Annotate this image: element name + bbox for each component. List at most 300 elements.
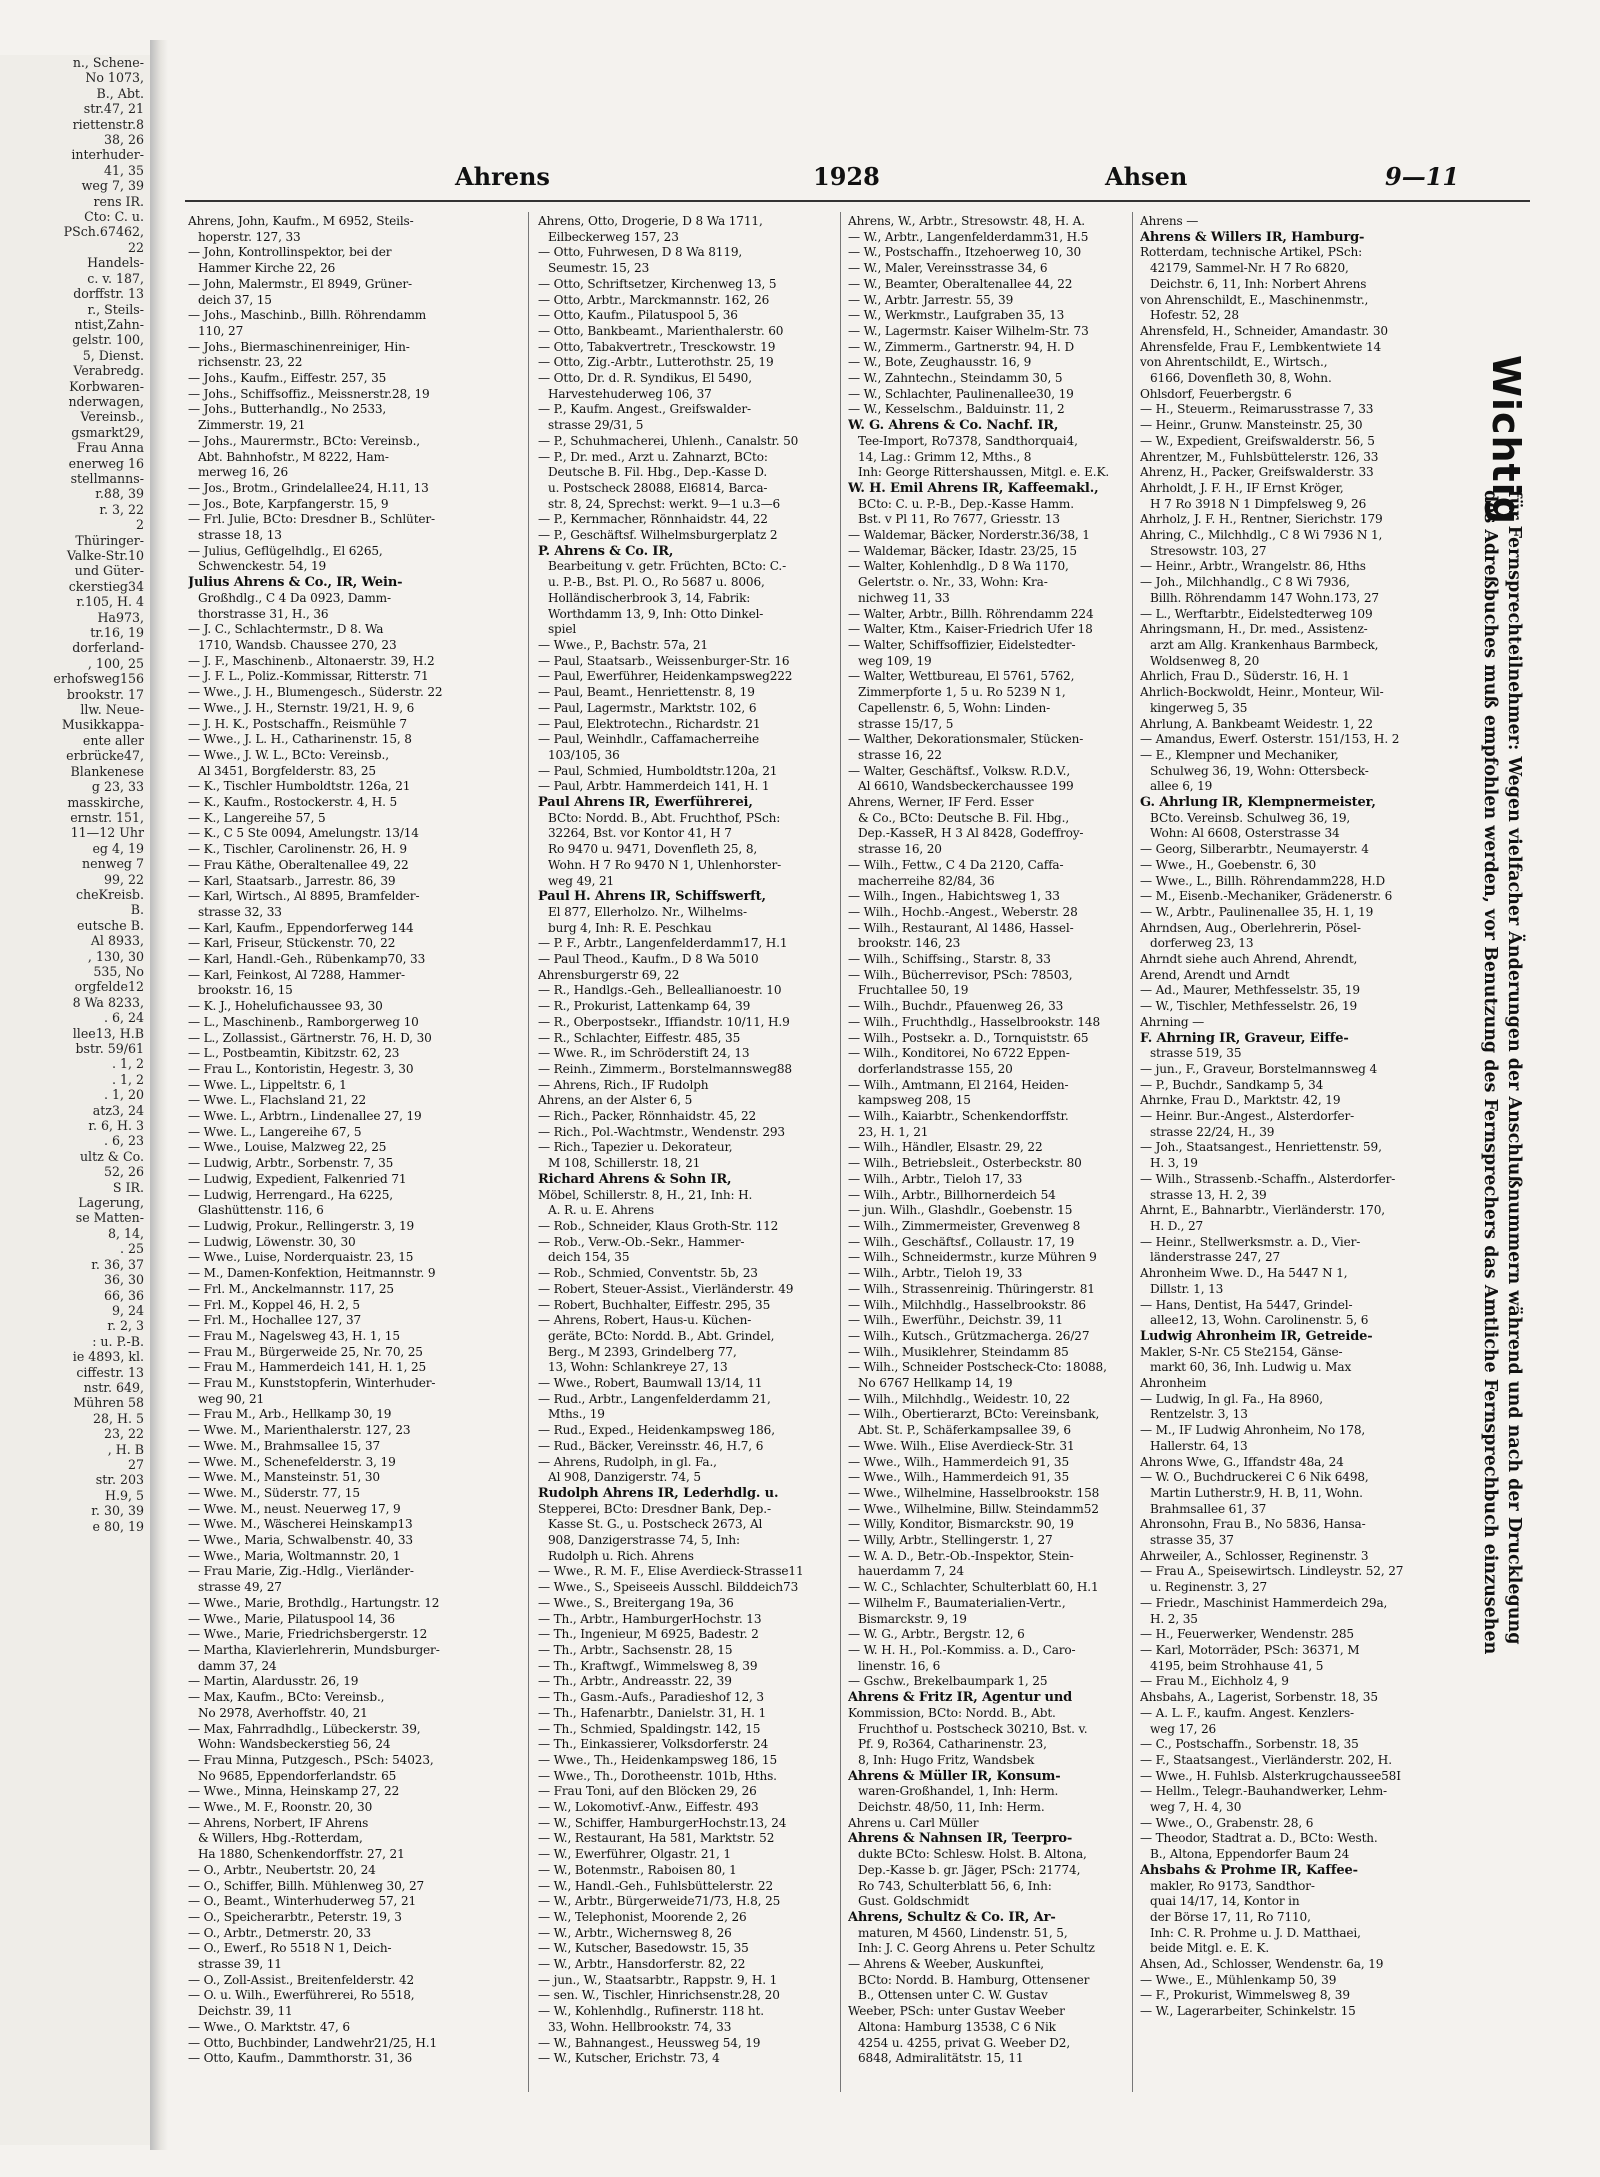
- directory-entry-line: — P., Kernmacher, Rönnhaidstr. 44, 22: [538, 512, 768, 527]
- directory-entry-line: Kommission, BCto: Nordd. B., Abt.: [848, 1705, 1056, 1720]
- strip-line: Mühren 58: [73, 1395, 144, 1411]
- directory-entry-line: Ro 743, Schulterblatt 56, 6, Inh:: [858, 1878, 1052, 1893]
- directory-entry-line: 33, Wohn. Hellbrookstr. 74, 33: [548, 2019, 732, 2034]
- notice-text: [1478, 490, 1526, 1654]
- strip-line: str.47, 21: [83, 101, 144, 117]
- directory-entry-line: Gust. Goldschmidt: [858, 1894, 969, 1909]
- directory-entry-line: Ahring, C., Milchhdlg., C 8 Wi 7936 N 1,: [1140, 528, 1383, 543]
- directory-entry-line: — W., Expedient, Greifswalderstr. 56, 5: [1140, 433, 1375, 448]
- directory-entry-line: — L., Maschinenb., Ramborgerweg 10: [188, 1014, 419, 1029]
- directory-entry-line: — K., Langereihe 57, 5: [188, 810, 326, 825]
- strip-line: enerweg 16: [68, 455, 144, 471]
- directory-entry-line: weg 17, 26: [1150, 1721, 1217, 1736]
- directory-entry-line: nichweg 11, 33: [858, 590, 950, 605]
- directory-entry-line: — W., Handl.-Geh., Fuhlsbüttelerstr. 22: [538, 1878, 774, 1893]
- directory-entry-line: — Wwe., H. Fuhlsb. Alsterkrugchaussee58I: [1140, 1768, 1401, 1783]
- directory-entry-line: — Frau Toni, auf den Blöcken 29, 26: [538, 1784, 757, 1799]
- directory-entry-line: BCto: Nordd. B., Abt. Fruchthof, PSch:: [548, 810, 781, 825]
- directory-entry-line: — R., Handlgs.-Geh., Belleallianoestr. 10: [538, 983, 782, 998]
- directory-entry-line: — Wilh., Amtmann, El 2164, Heiden-: [848, 1077, 1069, 1092]
- directory-entry-line: — O., Speicherarbtr., Peterstr. 19, 3: [188, 1909, 402, 1924]
- directory-entry-line: — Hans, Dentist, Ha 5447, Grindel-: [1140, 1297, 1353, 1312]
- directory-entry-line: — Th., Kraftwgf., Wimmelsweg 8, 39: [538, 1658, 758, 1673]
- header-year: 1928: [813, 162, 880, 191]
- strip-line: Ha973,: [97, 609, 144, 625]
- directory-entry-line: geräte, BCto: Nordd. B., Abt. Grindel,: [548, 1328, 775, 1343]
- strip-line: No 1073,: [85, 70, 144, 86]
- directory-entry-line: — John, Kontrollinspektor, bei der: [188, 245, 392, 260]
- directory-entry-line: — W., Arbtr., Langenfelderdamm31, H.5: [848, 229, 1089, 244]
- directory-entry-line: M 108, Schillerstr. 18, 21: [548, 1156, 701, 1171]
- directory-entry-line: hoperstr. 127, 33: [198, 229, 301, 244]
- directory-entry-line: damm 37, 24: [198, 1658, 277, 1673]
- directory-entry-line: Eilbeckerweg 157, 23: [548, 229, 679, 244]
- directory-entry-line: — P., Buchdr., Sandkamp 5, 34: [1140, 1077, 1324, 1092]
- directory-entry-line: — R., Prokurist, Lattenkamp 64, 39: [538, 999, 751, 1014]
- directory-entry-line: — Wilh., Fruchthdlg., Hasselbrookstr. 148: [848, 1014, 1101, 1029]
- directory-entry-line: Ahrndt siehe auch Ahrend, Ahrendt,: [1140, 952, 1358, 967]
- directory-entry-line: — Th., Schmied, Spaldingstr. 142, 15: [538, 1721, 761, 1736]
- directory-entry-line: — Frau M., Eichholz 4, 9: [1140, 1674, 1289, 1689]
- directory-entry-line: — Th., Arbtr., Sachsenstr. 28, 15: [538, 1642, 733, 1657]
- directory-entry-line: — Reinh., Zimmerm., Borstelmannsweg88: [538, 1061, 792, 1076]
- strip-line: Cto: C. u.: [84, 209, 144, 225]
- directory-entry-line: Wohn: Al 6608, Osterstrasse 34: [1150, 826, 1340, 841]
- directory-entry-line: — Wwe., J. H., Blumengesch., Süderstr. 22: [188, 685, 443, 700]
- strip-line: ente aller: [82, 732, 144, 748]
- strip-line: Blankenese: [70, 763, 144, 779]
- directory-entry-line: dukte BCto: Schlesw. Holst. B. Altona,: [858, 1847, 1087, 1862]
- directory-entry-line: Berg., M 2393, Grindelberg 77,: [548, 1344, 737, 1359]
- directory-entry-line: strasse 16, 20: [858, 842, 942, 857]
- directory-entry-line: richsenstr. 23, 22: [198, 355, 303, 370]
- directory-entry-line: — Waldemar, Bäcker, Idastr. 23/25, 15: [848, 543, 1077, 558]
- directory-entry-line: — Rud., Exped., Heidenkampsweg 186,: [538, 1423, 775, 1438]
- directory-entry-line: — Th., Gasm.-Aufs., Paradieshof 12, 3: [538, 1690, 764, 1705]
- directory-entry-line: Deichstr. 48/50, 11, Inh: Herm.: [858, 1800, 1045, 1815]
- directory-entry-line: hauerdamm 7, 24: [858, 1564, 964, 1579]
- directory-entry-line: Großhdlg., C 4 Da 0923, Damm-: [198, 590, 391, 605]
- directory-entry-line: — Wwe. L., Flachsland 21, 22: [188, 1093, 367, 1108]
- directory-entry-line: — Wilh., Fettw., C 4 Da 2120, Caffa-: [848, 857, 1064, 872]
- directory-entry-line: — Hellm., Telegr.-Bauhandwerker, Lehm-: [1140, 1784, 1387, 1799]
- directory-entry-line: — Amandus, Ewerf. Osterstr. 151/153, H. 2: [1140, 732, 1400, 747]
- directory-entry-line: — Martin, Alardusstr. 26, 19: [188, 1674, 359, 1689]
- directory-entry-line: burg 4, Inh: R. E. Peschkau: [548, 920, 712, 935]
- directory-entry-line: Dep.-Kasse b. gr. Jäger, PSch: 21774,: [858, 1862, 1081, 1877]
- strip-line: r.88, 39: [95, 486, 144, 502]
- directory-entry-line: Inh: George Rittershaussen, Mitgl. e. E.K.: [858, 465, 1110, 480]
- directory-entry-line: Ahrens u. Carl Müller: [848, 1815, 979, 1830]
- directory-entry-line: — Wwe., Wilhelmine, Billw. Steindamm52: [848, 1501, 1099, 1516]
- directory-entry-line: — O., Schiffer, Billh. Mühlenweg 30, 27: [188, 1878, 425, 1893]
- directory-entry-line: — Wwe. L., Langereihe 67, 5: [188, 1124, 362, 1139]
- directory-entry-line: — C., Postschaffn., Sorbenstr. 18, 35: [1140, 1737, 1359, 1752]
- strip-line: Verabredg.: [73, 363, 144, 379]
- directory-entry-line: — O., Ewerf., Ro 5518 N 1, Deich-: [188, 1941, 392, 1956]
- directory-entry-line: — Paul, Ewerführer, Heidenkampsweg222: [538, 669, 793, 684]
- directory-entry-line: — Th., Arbtr., HamburgerHochstr. 13: [538, 1611, 762, 1626]
- directory-entry-line: — Walter, Wettbureau, El 5761, 5762,: [848, 669, 1075, 684]
- strip-line: gsmarkt29,: [71, 424, 144, 440]
- directory-entry-line: — Wwe., O. Marktstr. 47, 6: [188, 2019, 350, 2034]
- directory-entry-line: 908, Danzigerstrasse 74, 5, Inh:: [548, 1533, 740, 1548]
- directory-entry-line: — Julius, Geflügelhdlg., El 6265,: [188, 543, 383, 558]
- directory-entry-line: strasse 22/24, H., 39: [1150, 1124, 1275, 1139]
- strip-line: , 130, 30: [87, 948, 144, 964]
- strip-line: eg 4, 19: [92, 840, 144, 856]
- directory-entry-line: — Frl. M., Anckelmannstr. 117, 25: [188, 1281, 394, 1296]
- strip-line: r. 6, H. 3: [88, 1118, 144, 1134]
- directory-entry-line: — Wilh., Strassenreinig. Thüringerstr. 81: [848, 1281, 1095, 1296]
- directory-entry-line: — Wwe., Luise, Norderquaistr. 23, 15: [188, 1250, 414, 1265]
- directory-entry-line: 110, 27: [198, 323, 244, 338]
- directory-entry-line: — Frl. M., Hochallee 127, 37: [188, 1313, 362, 1328]
- directory-entry-line: — Paul Theod., Kaufm., D 8 Wa 5010: [538, 952, 759, 967]
- directory-entry-line: Ahrensfeld, H., Schneider, Amandastr. 30: [1140, 323, 1388, 338]
- directory-entry-line: — Max, Kaufm., BCto: Vereinsb.,: [188, 1690, 385, 1705]
- strip-line: r. 3, 22: [99, 501, 144, 517]
- directory-entry-line: Ohlsdorf, Feuerbergstr. 6: [1140, 386, 1292, 401]
- directory-entry-line: — Wilh., Bücherrevisor, PSch: 78503,: [848, 967, 1073, 982]
- strip-line: brookstr. 17: [66, 686, 144, 702]
- directory-entry-line: Makler, S-Nr. C5 Ste2154, Gänse-: [1140, 1344, 1343, 1359]
- directory-entry-line: — John, Malermstr., El 8949, Grüner-: [188, 276, 412, 291]
- strip-line: atz3, 24: [92, 1102, 144, 1118]
- directory-entry-line: — W., Restaurant, Ha 581, Marktstr. 52: [538, 1831, 775, 1846]
- directory-entry-line: — Wwe., M. F., Roonstr. 20, 30: [188, 1800, 373, 1815]
- directory-entry-line: strasse 29/31, 5: [548, 418, 644, 433]
- directory-entry-line: — Wilh., Geschäftsf., Collaustr. 17, 19: [848, 1234, 1075, 1249]
- directory-entry-line: Ahrlung, A. Bankbeamt Weidestr. 1, 22: [1140, 716, 1373, 731]
- directory-entry-line: — Karl, Handl.-Geh., Rübenkamp70, 33: [188, 952, 426, 967]
- directory-entry-line: — Wilh., Schiffsing., Starstr. 8, 33: [848, 952, 1051, 967]
- strip-line: n., Schene-: [72, 55, 144, 70]
- directory-entry-line: — Ahrens & Weeber, Auskunftei,: [848, 1957, 1044, 1972]
- directory-entry-line: — Wilh., Betriebsleit., Osterbeckstr. 80: [848, 1156, 1082, 1171]
- directory-entry-line: W. H. Emil Ahrens IR, Kaffeemakl.,: [848, 480, 1099, 496]
- directory-entry-line: — Wwe., Wilhelmine, Hasselbrookstr. 158: [848, 1485, 1100, 1500]
- directory-entry-line: — Wilh., Hochb.-Angest., Weberstr. 28: [848, 904, 1078, 919]
- strip-line: und Güter-: [74, 563, 144, 579]
- directory-entry-line: brookstr. 16, 15: [198, 983, 293, 998]
- directory-entry-line: — Wilh., Zimmermeister, Grevenweg 8: [848, 1219, 1081, 1233]
- directory-entry-line: Bearbeitung v. getr. Früchten, BCto: C.-: [548, 559, 787, 574]
- directory-entry-line: Ro 9470 u. 9471, Dovenfleth 25, 8,: [548, 842, 758, 857]
- strip-line: r.105, H. 4: [76, 594, 144, 610]
- directory-entry-line: — K., Kaufm., Rostockerstr. 4, H. 5: [188, 795, 398, 810]
- directory-entry-line: Billh. Röhrendamm 147 Wohn.173, 27: [1150, 590, 1379, 605]
- directory-entry-line: 23, H. 1, 21: [858, 1124, 929, 1139]
- directory-entry-line: — Otto, Fuhrwesen, D 8 Wa 8119,: [538, 245, 743, 260]
- directory-entry-line: — Karl, Kaufm., Eppendorferweg 144: [188, 920, 414, 935]
- directory-entry-line: — Frau Käthe, Oberaltenallee 49, 22: [188, 857, 409, 872]
- directory-entry-line: Worthdamm 13, 9, Inh: Otto Dinkel-: [548, 606, 764, 621]
- directory-entry-line: Ahsbahs & Prohme IR, Kaffee-: [1140, 1862, 1358, 1878]
- directory-entry-line: brookstr. 146, 23: [858, 936, 961, 951]
- directory-entry-line: 1710, Wandsb. Chaussee 270, 23: [198, 637, 397, 652]
- strip-line: 5, Dienst.: [82, 347, 144, 363]
- directory-entry-line: — Johs., Maurermstr., BCto: Vereinsb.,: [188, 433, 420, 448]
- directory-entry-line: B., Altona, Eppendorfer Baum 24: [1150, 1847, 1350, 1862]
- directory-entry-line: — Wwe. L., Arbtrn., Lindenallee 27, 19: [188, 1109, 422, 1124]
- directory-entry-line: Tee-Import, Ro7378, Sandthorquai4,: [858, 433, 1078, 448]
- directory-entry-line: — Wwe. M., Brahmsallee 15, 37: [188, 1438, 381, 1453]
- directory-entry-line: — Rich., Tapezier u. Dekorateur,: [538, 1140, 733, 1155]
- directory-entry-line: weg 7, H. 4, 30: [1150, 1800, 1242, 1815]
- directory-entry-line: — Walter, Kohlenhdlg., D 8 Wa 1170,: [848, 559, 1069, 574]
- directory-entry-line: P. Ahrens & Co. IR,: [538, 543, 674, 559]
- strip-line: 99, 22: [103, 871, 144, 887]
- strip-line: 22: [127, 239, 144, 255]
- directory-entry-line: BCto: Nordd. B. Hamburg, Ottensener: [858, 1972, 1090, 1987]
- directory-entry-line: 4195, beim Strohhause 41, 5: [1150, 1658, 1324, 1673]
- strip-line: erbrücke47,: [66, 748, 144, 764]
- directory-entry-line: Fruchtallee 50, 19: [858, 983, 969, 998]
- directory-entry-line: u. Postscheck 28088, El6814, Barca-: [548, 480, 768, 495]
- directory-entry-line: — Paul, Elektrotechn., Richardstr. 21: [538, 716, 761, 731]
- strip-line: 8, 14,: [107, 1225, 144, 1241]
- directory-entry-line: — Frau A., Speisewirtsch. Lindleystr. 52, 27: [1140, 1564, 1404, 1579]
- directory-entry-line: allee 6, 19: [1150, 779, 1213, 794]
- directory-entry-line: — Frau M., Hammerdeich 141, H. 1, 25: [188, 1360, 427, 1375]
- directory-entry-line: — Wwe., Th., Heidenkampsweg 186, 15: [538, 1752, 778, 1767]
- directory-entry-line: — W., Bahnangest., Heussweg 54, 19: [538, 2035, 761, 2050]
- directory-entry-line: — H., Steuerm., Reimarusstrasse 7, 33: [1140, 402, 1374, 417]
- directory-entry-line: — Wwe., O., Grabenstr. 28, 6: [1140, 1815, 1314, 1830]
- directory-entry-line: — Jos., Bote, Karpfangerstr. 15, 9: [188, 496, 389, 511]
- directory-entry-line: — A. L. F., kaufm. Angest. Kenzlers-: [1140, 1705, 1354, 1720]
- directory-entry-line: markt 60, 36, Inh. Ludwig u. Max: [1150, 1360, 1352, 1375]
- directory-entry-line: H. 3, 19: [1150, 1156, 1198, 1171]
- directory-entry-line: — Ludwig, Löwenstr. 30, 30: [188, 1234, 356, 1249]
- directory-entry-line: Ha 1880, Schenkendorffstr. 27, 21: [198, 1847, 405, 1862]
- strip-line: Al 8933,: [90, 933, 144, 949]
- directory-entry-line: — Wwe. M., Schenefelderstr. 3, 19: [188, 1454, 396, 1469]
- strip-line: r., Steils-: [87, 301, 144, 317]
- directory-entry-line: thorstrasse 31, H., 36: [198, 606, 329, 621]
- directory-entry-line: — sen. W., Tischler, Hinrichsenstr.28, 20: [538, 1988, 780, 2003]
- directory-entry-line: — Wwe., Maria, Schwalbenstr. 40, 33: [188, 1533, 413, 1548]
- directory-entry-line: — W., Tischler, Methfesselstr. 26, 19: [1140, 999, 1358, 1014]
- directory-entry-line: — Max, Fahrradhdlg., Lübeckerstr. 39,: [188, 1721, 421, 1736]
- directory-entry-line: BCto. Vereinsb. Schulweg 36, 19,: [1150, 810, 1351, 825]
- directory-entry-line: — Wwe., Minna, Heinskamp 27, 22: [188, 1784, 400, 1799]
- directory-entry-line: — Karl, Staatsarb., Jarrestr. 86, 39: [188, 873, 396, 888]
- directory-entry-line: — Wilh., Schneidermstr., kurze Mühren 9: [848, 1250, 1097, 1265]
- strip-line: 36, 30: [103, 1272, 144, 1288]
- directory-entry-line: — Friedr., Maschinist Hammerdeich 29a,: [1140, 1595, 1388, 1610]
- header-last-name: Ahsen: [1105, 162, 1188, 191]
- directory-entry-line: — Wilh., Milchhdlg., Weidestr. 10, 22: [848, 1391, 1071, 1406]
- directory-entry-line: — L., Werftarbtr., Eidelstedterweg 109: [1140, 606, 1373, 621]
- directory-entry-line: — W., Kohlenhdlg., Rufinerstr. 118 ht.: [538, 2004, 764, 2019]
- directory-entry-line: — Jos., Brotm., Grindelallee24, H.11, 13: [188, 480, 429, 495]
- directory-entry-line: — W., Postschaffn., Itzehoerweg 10, 30: [848, 245, 1082, 260]
- directory-entry-line: Rudolph Ahrens IR, Lederhdlg. u.: [538, 1485, 779, 1501]
- directory-entry-line: — Gschw., Brekelbaumpark 1, 25: [848, 1674, 1048, 1689]
- directory-entry-line: — Martha, Klavierlehrerin, Mundsburger-: [188, 1642, 440, 1657]
- strip-line: 535, No: [93, 963, 144, 979]
- directory-entry-line: Rotterdam, technische Artikel, PSch:: [1140, 245, 1363, 260]
- directory-entry-line: beide Mitgl. e. E. K.: [1150, 1941, 1270, 1956]
- directory-entry-line: — Paul, Weinhdlr., Caffamacherreihe: [538, 732, 760, 747]
- strip-line: ciffestr. 13: [76, 1364, 144, 1380]
- directory-entry-line: waren-Großhandel, 1, Inh: Herm.: [858, 1784, 1059, 1799]
- page-header: [185, 162, 1530, 198]
- directory-entry-line: Glashüttenstr. 116, 6: [198, 1203, 324, 1218]
- strip-line: str. 203: [95, 1472, 144, 1488]
- directory-entry-line: — P., Kaufm. Angest., Greifswalder-: [538, 402, 751, 417]
- directory-entry-line: — W., Arbtr., Bürgerweide71/73, H.8, 25: [538, 1894, 781, 1909]
- strip-line: 23, 22: [103, 1426, 144, 1442]
- strip-line: ernstr. 151,: [70, 809, 144, 825]
- directory-entry-line: — Wwe., L., Billh. Röhrendamm228, H.D: [1140, 873, 1386, 888]
- directory-entry-line: makler, Ro 9173, Sandthor-: [1150, 1878, 1315, 1893]
- directory-entry-line: Ahrens & Willers IR, Hamburg-: [1140, 229, 1365, 245]
- directory-entry-line: — Georg, Silberarbtr., Neumayerstr. 4: [1140, 842, 1369, 857]
- directory-entry-line: B., Ottensen unter C. W. Gustav: [858, 1988, 1048, 2003]
- directory-entry-line: — Wwe., Marie, Brothdlg., Hartungstr. 12: [188, 1595, 440, 1610]
- directory-entry-line: — Ahrens, Robert, Haus-u. Küchen-: [538, 1313, 752, 1328]
- directory-entry-line: — Wilh., Musiklehrer, Steindamm 85: [848, 1344, 1069, 1359]
- directory-entry-line: — Wilh., Schneider Postscheck-Cto: 18088,: [848, 1360, 1107, 1375]
- directory-entry-line: — L., Postbeamtin, Kibitzstr. 62, 23: [188, 1046, 400, 1061]
- directory-entry-line: — P. F., Arbtr., Langenfelderdamm17, H.1: [538, 936, 788, 951]
- directory-entry-line: — Karl, Friseur, Stückenstr. 70, 22: [188, 936, 396, 951]
- directory-entry-line: Mths., 19: [548, 1407, 605, 1422]
- directory-entry-line: — J. H. K., Postschaffn., Reismühle 7: [188, 716, 407, 731]
- directory-entry-line: — Wilh., Händler, Elsastr. 29, 22: [848, 1140, 1043, 1155]
- directory-entry-line: Ahronheim: [1140, 1376, 1207, 1391]
- directory-entry-line: — Wwe., R. M. F., Elise Averdieck-Strasse11: [538, 1564, 804, 1579]
- directory-entry-line: — Wilh., Restaurant, Al 1486, Hassel-: [848, 920, 1074, 935]
- directory-entry-line: — Wilh., Arbtr., Tieloh 19, 33: [848, 1266, 1023, 1281]
- directory-entry-line: — J. F., Maschinenb., Altonaerstr. 39, H.2: [188, 653, 435, 668]
- directory-entry-line: allee12, 13, Wohn. Carolinenstr. 5, 6: [1150, 1313, 1369, 1328]
- directory-entry-line: Al 908, Danzigerstr. 74, 5: [548, 1470, 701, 1485]
- directory-entry-line: — Heinr., Arbtr., Wrangelstr. 86, Hths: [1140, 559, 1366, 574]
- directory-entry-line: Hammer Kirche 22, 26: [198, 261, 336, 276]
- directory-entry-line: — W. C., Schlachter, Schulterblatt 60, H.1: [848, 1580, 1099, 1595]
- directory-entry-line: 4254 u. 4255, privat G. Weeber D2,: [858, 2035, 1071, 2050]
- directory-entry-line: No 6767 Hellkamp 14, 19: [858, 1376, 1013, 1391]
- directory-entry-line: — Wwe. L., Lippeltstr. 6, 1: [188, 1077, 347, 1092]
- directory-entry-line: strasse 32, 33: [198, 904, 282, 919]
- strip-line: dorferland-: [72, 640, 144, 656]
- directory-entry-line: — Wwe., J. H., Sternstr. 19/21, H. 9, 6: [188, 700, 415, 715]
- directory-entry-line: — Wwe., J. L. H., Catharinenstr. 15, 8: [188, 732, 412, 747]
- strip-line: r. 2, 3: [107, 1318, 144, 1334]
- strip-line: r. 36, 37: [91, 1256, 144, 1272]
- directory-entry-line: Weeber, PSch: unter Gustav Weeber: [848, 2004, 1065, 2019]
- directory-entry-line: Bst. v Pl 11, Ro 7677, Griesstr. 13: [858, 512, 1060, 527]
- directory-entry-line: Gelertstr. o. Nr., 33, Wohn: Kra-: [858, 575, 1048, 590]
- directory-entry-line: — O., Arbtr., Neubertstr. 20, 24: [188, 1862, 376, 1877]
- strip-line: g 23, 33: [91, 779, 144, 795]
- directory-entry-line: Brahmsallee 61, 37: [1150, 1501, 1267, 1516]
- directory-entry-line: — K., Tischler Humboldtstr. 126a, 21: [188, 779, 411, 794]
- directory-entry-line: — Otto, Schriftsetzer, Kirchenweg 13, 5: [538, 276, 777, 291]
- directory-entry-line: — Frau M., Nagelsweg 43, H. 1, 15: [188, 1328, 400, 1343]
- directory-entry-line: Schulweg 36, 19, Wohn: Ottersbeck-: [1150, 763, 1369, 778]
- directory-entry-line: Hofestr. 52, 28: [1150, 308, 1239, 323]
- directory-entry-line: — Ludwig, Herrengard., Ha 6225,: [188, 1187, 393, 1202]
- directory-entry-line: Ahrens, Werner, IF Ferd. Esser: [848, 795, 1034, 810]
- strip-line: e 80, 19: [92, 1518, 144, 1534]
- directory-entry-line: — Ahrens, Rudolph, in gl. Fa.,: [538, 1454, 717, 1469]
- strip-line: . 25: [119, 1241, 144, 1257]
- strip-line: . 6, 24: [103, 1010, 144, 1026]
- directory-entry-line: Martin Lutherstr.9, H. B, 11, Wohn.: [1150, 1485, 1363, 1500]
- directory-entry-line: Altona: Hamburg 13538, C 6 Nik: [858, 2019, 1056, 2034]
- directory-entry-line: — Joh., Staatsangest., Henriettenstr. 59,: [1140, 1140, 1382, 1155]
- directory-entry-line: — Wwe., Th., Dorotheenstr. 101b, Hths.: [538, 1768, 777, 1783]
- strip-line: , 100, 25: [87, 655, 144, 671]
- directory-entry-line: — W., Lagermstr. Kaiser Wilhelm-Str. 73: [848, 323, 1089, 338]
- directory-entry-line: Richard Ahrens & Sohn IR,: [538, 1171, 732, 1187]
- directory-entry-line: — W., Lokomotivf.-Anw., Eiffestr. 493: [538, 1800, 759, 1815]
- directory-entry-line: 103/105, 36: [548, 747, 620, 762]
- directory-entry-line: Ahrnke, Frau D., Marktstr. 42, 19: [1140, 1093, 1341, 1108]
- directory-entry-line: — W., Kesselschm., Balduinstr. 11, 2: [848, 402, 1065, 417]
- strip-line: weg 7, 39: [81, 178, 144, 194]
- directory-entry-line: — W., Kutscher, Basedowstr. 15, 35: [538, 1941, 749, 1956]
- strip-line: stellmanns-: [70, 470, 144, 486]
- directory-entry-line: — Rud., Arbtr., Langenfelderdamm 21,: [538, 1391, 771, 1406]
- directory-entry-line: — Ludwig, In gl. Fa., Ha 8960,: [1140, 1391, 1323, 1406]
- column-divider: [840, 212, 841, 2092]
- directory-entry-line: — jun., W., Staatsarbtr., Rappstr. 9, H. 1: [538, 1972, 778, 1987]
- strip-line: Handels-: [87, 255, 144, 271]
- directory-entry-line: — Wwe., Wilh., Hammerdeich 91, 35: [848, 1470, 1070, 1485]
- directory-entry-line: — L., Zollassist., Gärtnerstr. 76, H. D, 30: [188, 1030, 432, 1045]
- directory-entry-line: — Wwe., S., Speiseeis Ausschl. Bilddeich73: [538, 1580, 799, 1595]
- directory-entry-line: — Johs., Schiffsoffiz., Meissnerstr.28, 19: [188, 386, 430, 401]
- directory-entry-line: — W., Bote, Zeughausstr. 16, 9: [848, 355, 1032, 370]
- directory-entry-line: Ahronsohn, Frau B., No 5836, Hansa-: [1140, 1517, 1366, 1532]
- directory-entry-line: — Ahrens, Norbert, IF Ahrens: [188, 1815, 369, 1830]
- strip-line: 27: [127, 1456, 144, 1472]
- directory-entry-line: — W., Arbtr., Hansdorferstr. 82, 22: [538, 1957, 746, 1972]
- directory-entry-line: — Wilh., Kaiarbtr., Schenkendorffstr.: [848, 1109, 1069, 1124]
- directory-entry-line: Ahrenz, H., Packer, Greifswalderstr. 33: [1140, 465, 1374, 480]
- strip-line: ie 4893, kl.: [72, 1349, 144, 1365]
- directory-entry-line: Arend, Arendt und Arndt: [1140, 967, 1290, 982]
- directory-entry-line: Dep.-KasseR, H 3 Al 8428, Godeffroy-: [858, 826, 1084, 841]
- directory-entry-line: — Heinr., Stellwerksmstr. a. D., Vier-: [1140, 1234, 1361, 1249]
- directory-entry-line: — Johs., Maschinb., Billh. Röhrendamm: [188, 308, 427, 323]
- directory-entry-line: — Wwe. M., neust. Neuerweg 17, 9: [188, 1501, 401, 1516]
- directory-entry-line: — Walter, Ktm., Kaiser-Friedrich Ufer 18: [848, 622, 1093, 637]
- strip-line: ntist,Zahn-: [74, 316, 144, 332]
- directory-entry-line: Wohn. H 7 Ro 9470 N 1, Uhlenhorster-: [548, 857, 782, 872]
- directory-entry-line: — Frau M., Arb., Hellkamp 30, 19: [188, 1407, 392, 1422]
- directory-entry-line: G. Ahrlung IR, Klempnermeister,: [1140, 795, 1376, 811]
- strip-line: gelstr. 100,: [72, 332, 144, 348]
- directory-entry-line: — Wwe., E., Mühlenkamp 50, 39: [1140, 1972, 1337, 1987]
- directory-entry-line: dorferlandstrasse 155, 20: [858, 1061, 1013, 1076]
- strip-line: bstr. 59/61: [75, 1041, 144, 1056]
- directory-entry-line: — W., Zimmerm., Gartnerstr. 94, H. D: [848, 339, 1074, 354]
- directory-entry-line: Ahronheim Wwe. D., Ha 5447 N 1,: [1140, 1266, 1348, 1281]
- strip-line: B.: [130, 902, 144, 918]
- directory-entry-line: Ahrens, W., Arbtr., Stresowstr. 48, H. A.: [848, 214, 1085, 228]
- directory-entry-line: — Rich., Pol.-Wachtmstr., Wendenstr. 293: [538, 1124, 785, 1139]
- directory-entry-line: Ahsbahs, A., Lagerist, Sorbenstr. 18, 35: [1140, 1690, 1378, 1705]
- directory-entry-line: — Rob., Schmied, Conventstr. 5b, 23: [538, 1266, 758, 1281]
- directory-entry-line: Hallerstr. 64, 13: [1150, 1438, 1248, 1453]
